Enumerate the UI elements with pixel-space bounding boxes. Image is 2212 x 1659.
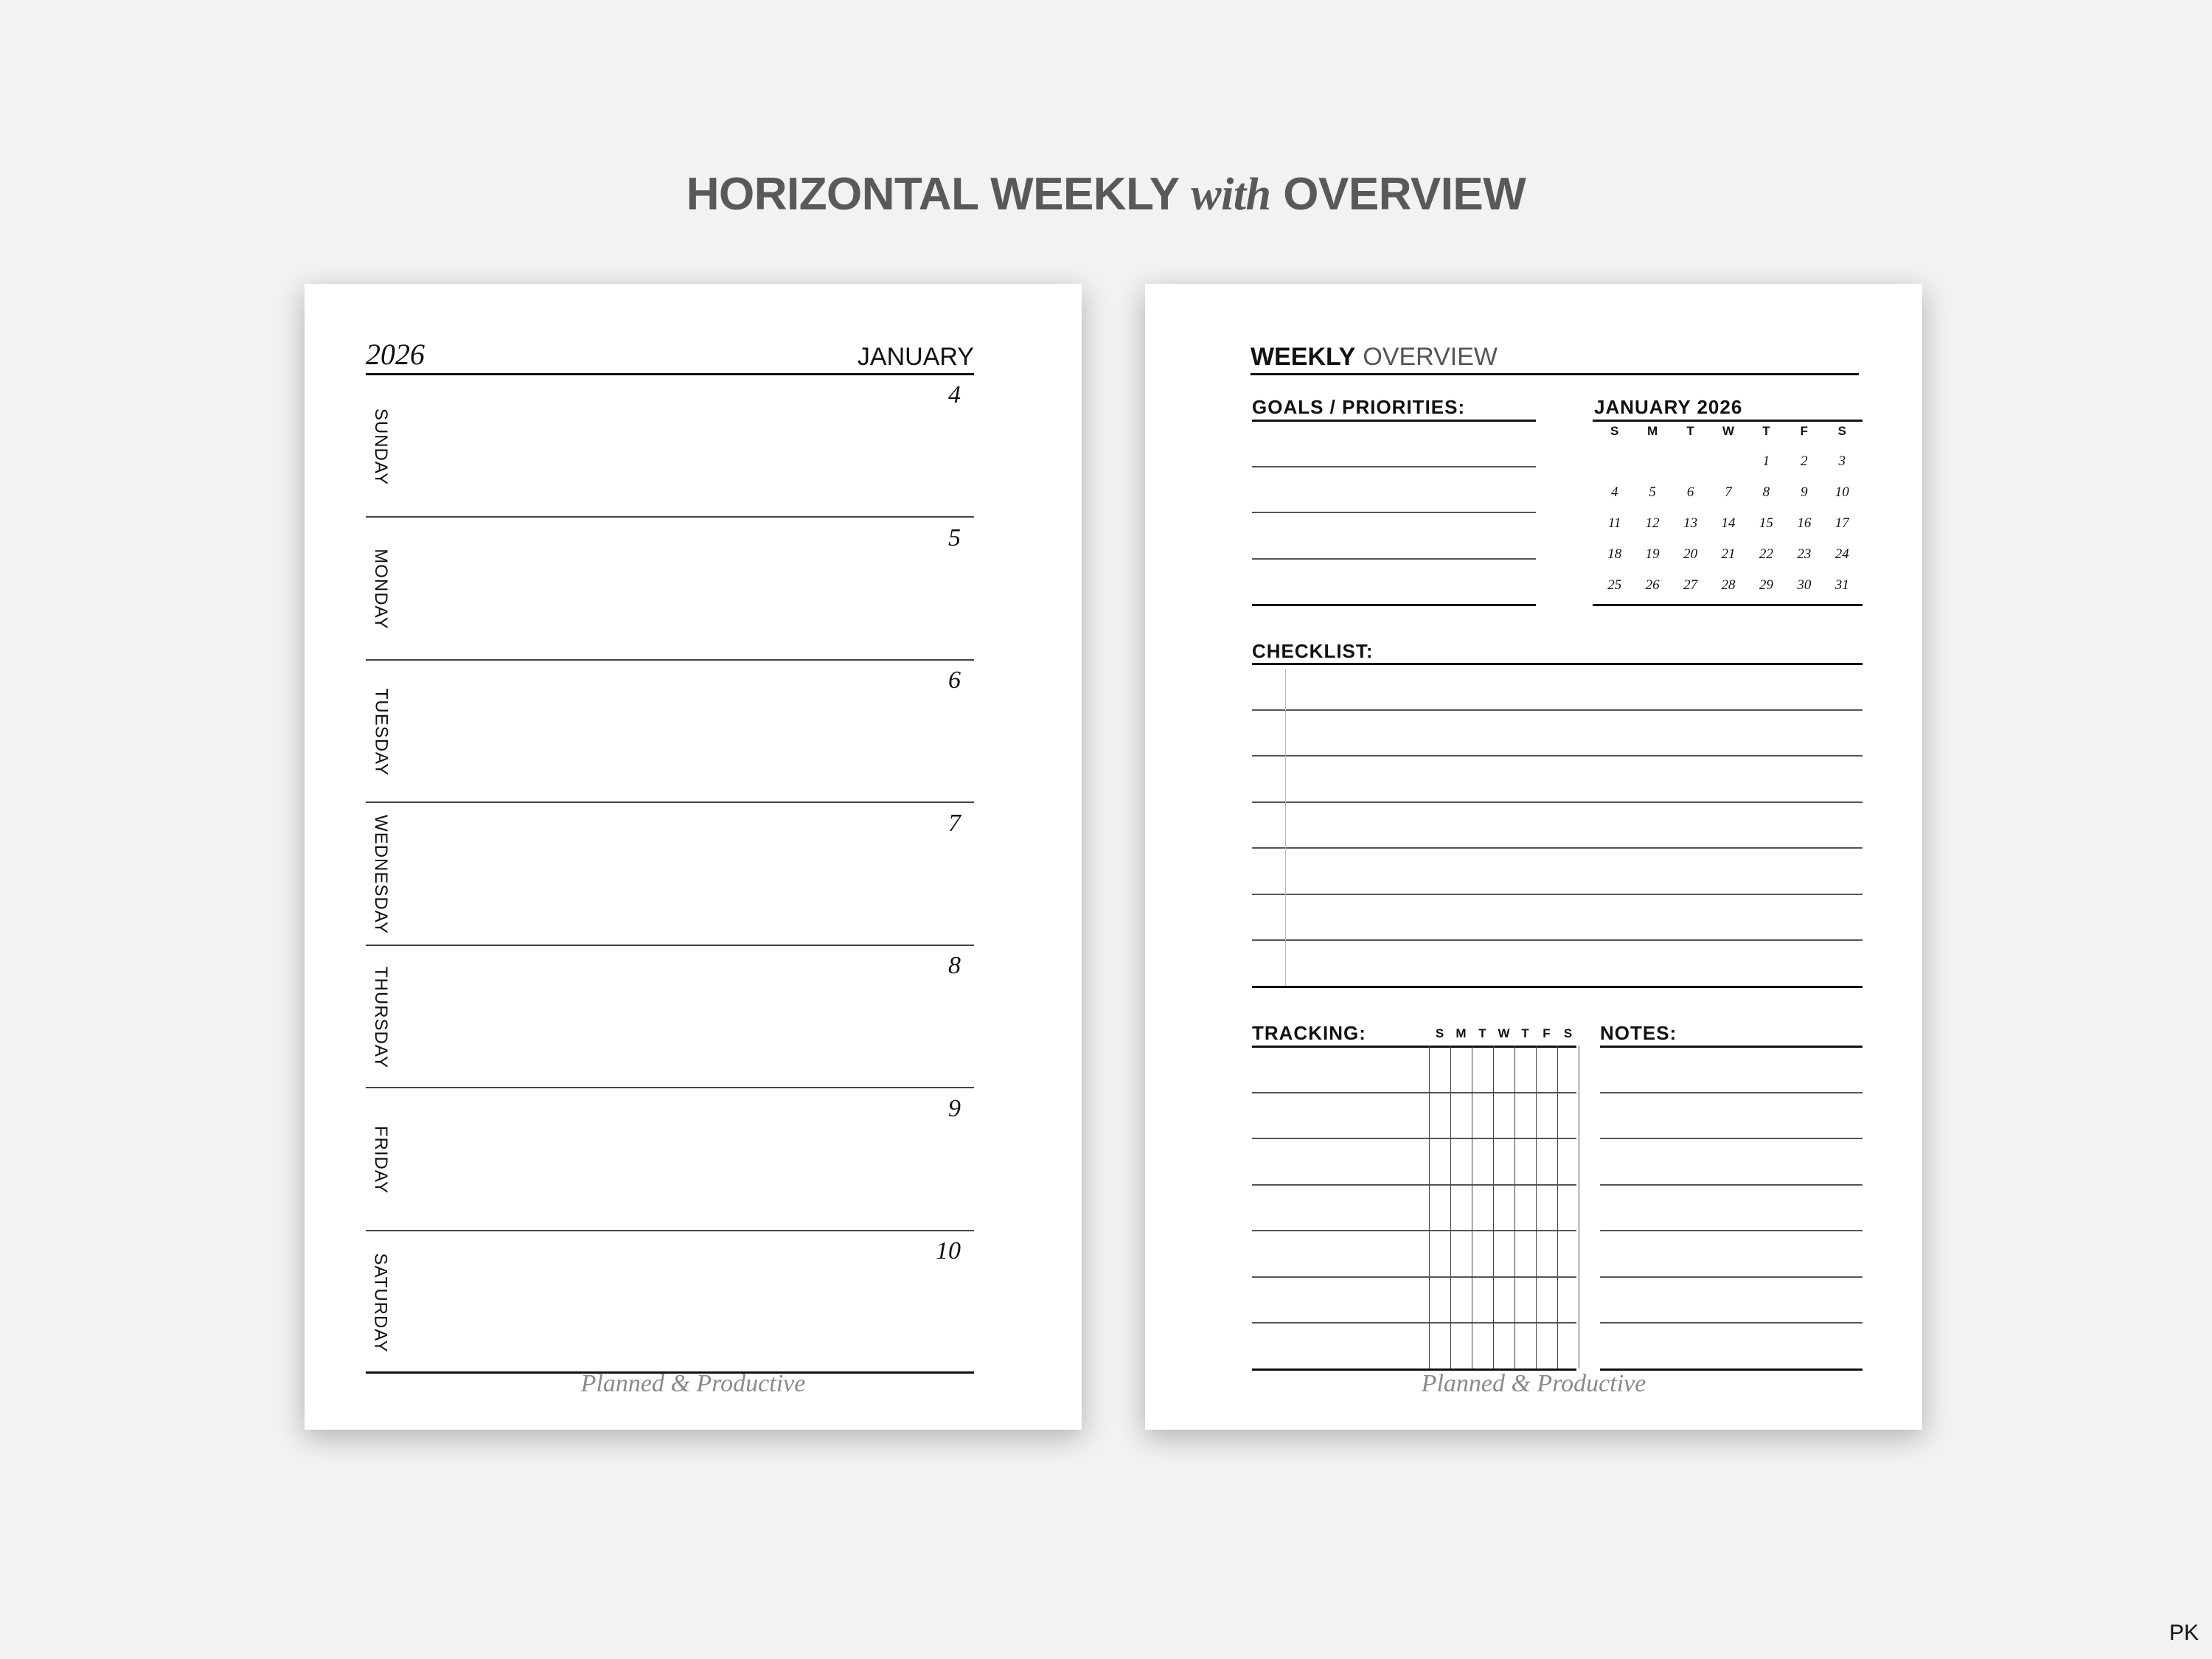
notes-label: NOTES: xyxy=(1600,1022,1677,1044)
calendar-date: 10 xyxy=(1834,484,1849,500)
calendar-date: 14 xyxy=(1721,515,1736,531)
day-number: 7 xyxy=(948,809,961,837)
calendar-date: 15 xyxy=(1759,515,1773,531)
tracking-weekday: T xyxy=(1521,1026,1529,1040)
day-row xyxy=(366,375,974,518)
tracking-column-line xyxy=(1514,1046,1515,1368)
calendar-date xyxy=(1596,446,1633,477)
day-name: SATURDAY xyxy=(371,1252,391,1353)
tracking-weekday: S xyxy=(1435,1026,1444,1040)
calendar-date: 20 xyxy=(1683,546,1698,562)
calendar-date: 28 xyxy=(1721,577,1736,593)
calendar-date: 4 xyxy=(1610,484,1618,500)
day-name: MONDAY xyxy=(371,549,391,630)
goals-line xyxy=(1252,604,1536,606)
calendar-weekday: S xyxy=(1837,424,1846,438)
calendar-date: 27 xyxy=(1683,577,1698,593)
goals-line xyxy=(1252,466,1536,467)
calendar-date: 13 xyxy=(1683,515,1698,531)
tracking-column-line xyxy=(1557,1046,1558,1368)
brand-logo: Planned & Productive xyxy=(580,1370,806,1397)
goals-rule xyxy=(1252,420,1536,422)
checklist-line xyxy=(1252,894,1863,895)
tracking-line xyxy=(1252,1184,1576,1186)
tracking-line xyxy=(1252,1276,1576,1278)
day-row xyxy=(366,946,974,1088)
notes-line xyxy=(1600,1230,1863,1231)
calendar-date: 25 xyxy=(1607,577,1622,593)
tracking-column-line xyxy=(1450,1046,1451,1368)
tracking-weekday: S xyxy=(1563,1026,1573,1040)
calendar-date xyxy=(1633,446,1671,477)
notes-rule xyxy=(1600,1046,1863,1048)
calendar-weekday: T xyxy=(1686,424,1694,438)
calendar-weekday: T xyxy=(1762,424,1770,438)
checklist-line xyxy=(1252,709,1863,711)
day-number: 6 xyxy=(948,667,961,694)
checklist-line xyxy=(1252,939,1863,941)
notes-line xyxy=(1600,1322,1863,1324)
calendar-date: 17 xyxy=(1834,515,1849,531)
calendar-date: 8 xyxy=(1762,484,1770,500)
calendar-bottom-rule xyxy=(1593,604,1863,606)
tracking-line xyxy=(1252,1230,1576,1231)
goals-label: GOALS / PRIORITIES: xyxy=(1252,396,1466,418)
day-row xyxy=(366,1089,974,1231)
calendar-date: 6 xyxy=(1686,484,1694,500)
day-number: 9 xyxy=(948,1094,961,1122)
day-number: 4 xyxy=(948,381,961,408)
calendar-date: 9 xyxy=(1801,484,1808,500)
overview-header xyxy=(1251,337,1859,375)
tracking-weekday: M xyxy=(1455,1026,1467,1040)
day-name: WEDNESDAY xyxy=(371,815,391,934)
checklist-line xyxy=(1252,801,1863,803)
brand-logo: Planned & Productive xyxy=(1421,1370,1646,1397)
corner-mark: PK xyxy=(2168,1621,2199,1645)
tracking-weekday: F xyxy=(1543,1026,1551,1040)
day-name: FRIDAY xyxy=(371,1125,392,1194)
calendar-date: 29 xyxy=(1759,577,1773,593)
calendar-date: 18 xyxy=(1607,546,1622,562)
overview-title-strong: WEEKLY xyxy=(1251,343,1356,371)
checklist-label: CHECKLIST: xyxy=(1252,640,1374,662)
calendar-date xyxy=(1672,446,1709,477)
checklist-line xyxy=(1252,847,1863,849)
calendar-date: 19 xyxy=(1645,546,1660,562)
calendar-date: 3 xyxy=(1838,453,1846,469)
day-name: THURSDAY xyxy=(371,966,392,1068)
weekly-header xyxy=(366,337,974,375)
day-row xyxy=(366,518,974,661)
day-name: TUESDAY xyxy=(371,688,392,776)
year-label: 2026 xyxy=(366,338,425,371)
calendar-date: 24 xyxy=(1834,546,1849,562)
calendar-date: 12 xyxy=(1645,515,1660,531)
tracking-rule xyxy=(1252,1046,1576,1048)
calendar-date: 30 xyxy=(1797,577,1812,593)
page-heading: HORIZONTAL WEEKLY with OVERVIEW xyxy=(686,169,1526,220)
notes-line xyxy=(1600,1092,1863,1093)
goals-line xyxy=(1252,558,1536,560)
calendar-weekday: S xyxy=(1610,424,1619,438)
day-number: 10 xyxy=(936,1237,961,1265)
checklist-line xyxy=(1252,755,1863,757)
day-number: 5 xyxy=(948,524,961,552)
tracking-column-line xyxy=(1493,1046,1494,1368)
calendar-date: 22 xyxy=(1759,546,1773,562)
tracking-weekday: T xyxy=(1478,1026,1486,1040)
calendar-rule xyxy=(1593,420,1863,422)
calendar-date: 21 xyxy=(1721,546,1736,562)
calendar-date: 1 xyxy=(1762,453,1770,469)
day-row xyxy=(366,1231,974,1374)
day-row xyxy=(366,661,974,803)
calendar-weekday: F xyxy=(1800,424,1809,438)
calendar-date: 16 xyxy=(1797,515,1812,531)
calendar-date: 23 xyxy=(1797,546,1812,562)
day-name: SUNDAY xyxy=(371,408,391,485)
day-row xyxy=(366,804,974,946)
notes-line xyxy=(1600,1138,1863,1139)
calendar-weekday: W xyxy=(1722,424,1735,438)
tracking-column-line xyxy=(1536,1046,1537,1368)
checklist-box-column xyxy=(1285,669,1286,986)
tracking-weekday: W xyxy=(1498,1026,1510,1040)
notes-line xyxy=(1600,1276,1863,1278)
calendar-date: 31 xyxy=(1834,577,1849,593)
calendar-weekday: M xyxy=(1647,424,1658,438)
calendar-date: 11 xyxy=(1607,515,1621,531)
overview-title-light: OVERVIEW xyxy=(1363,343,1498,371)
overview-page xyxy=(1145,284,1922,1430)
checklist-rule xyxy=(1252,663,1863,665)
calendar-date: 26 xyxy=(1645,577,1660,593)
checklist-line xyxy=(1252,986,1863,988)
tracking-column-line xyxy=(1429,1046,1430,1368)
notes-line xyxy=(1600,1184,1863,1186)
mini-calendar xyxy=(1596,424,1861,601)
tracking-line xyxy=(1252,1138,1576,1139)
weekly-page xyxy=(305,284,1082,1430)
calendar-date: 2 xyxy=(1801,453,1808,469)
day-number: 8 xyxy=(948,952,961,979)
tracking-label: TRACKING: xyxy=(1252,1022,1366,1044)
calendar-date: 7 xyxy=(1725,484,1732,500)
tracking-line xyxy=(1252,1322,1576,1324)
tracking-line xyxy=(1252,1092,1576,1093)
goals-line xyxy=(1252,512,1536,513)
calendar-date xyxy=(1709,446,1747,477)
month-label: JANUARY xyxy=(857,343,974,371)
calendar-title: JANUARY 2026 xyxy=(1594,396,1743,418)
calendar-date: 5 xyxy=(1649,484,1656,500)
